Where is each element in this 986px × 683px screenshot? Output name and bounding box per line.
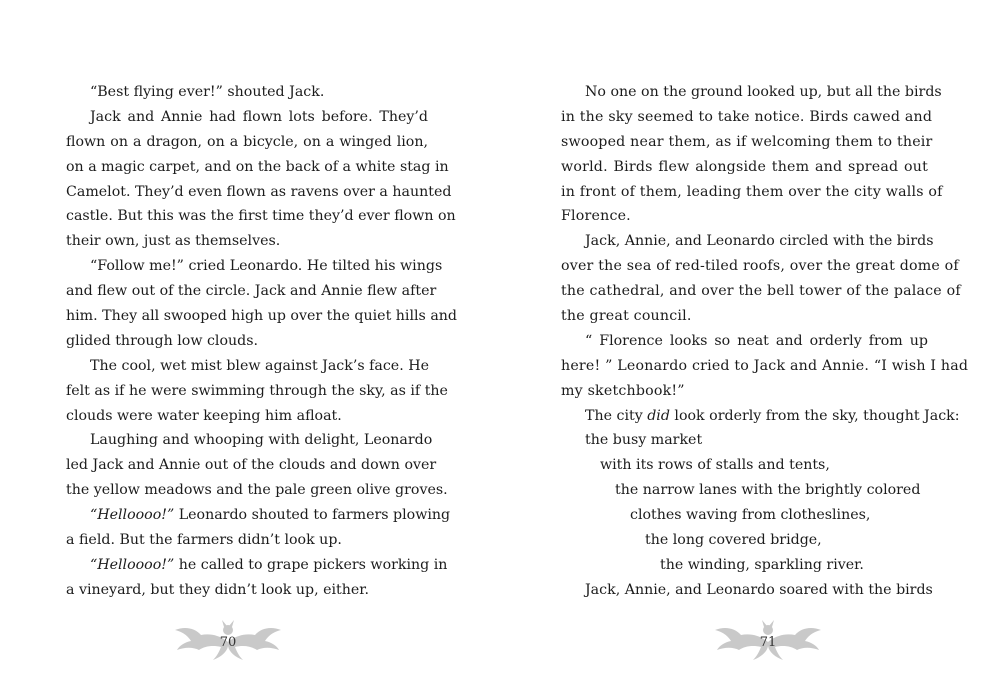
text-line: flown on a dragon, on a bicycle, on a winged lion, bbox=[66, 133, 428, 150]
text-line: the cathedral, and over the bell tower of the palace of bbox=[561, 283, 961, 300]
verse-line: the winding, sparkling river. bbox=[660, 556, 864, 573]
italic-word: “Helloooo!” bbox=[90, 507, 175, 524]
text-line: him. They all swooped high up over the quiet hills and bbox=[66, 308, 457, 325]
text-line: world. Birds flew alongside them and spread out bbox=[561, 158, 928, 175]
left-page bbox=[66, 80, 457, 603]
text-line: Florence. bbox=[561, 208, 631, 225]
text-line: glided through low clouds. bbox=[66, 332, 259, 349]
text-line: their own, just as themselves. bbox=[66, 233, 281, 250]
text-line: swooped near them, as if welcoming them to their bbox=[561, 133, 933, 150]
text-line: The cool, wet mist blew against Jack’s face. He bbox=[90, 357, 429, 374]
page-number-right bbox=[713, 616, 823, 664]
text-line: a field. But the farmers didn’t look up. bbox=[66, 532, 342, 549]
italic-word: did bbox=[647, 407, 670, 424]
verse-line: the busy market bbox=[585, 432, 703, 449]
text-line: the great council. bbox=[561, 308, 692, 325]
text-line: Camelot. They’d even flown as ravens over a haunted bbox=[66, 183, 452, 200]
text-line: Jack and Annie had flown lots before. They’d bbox=[90, 108, 428, 125]
text-line: The city did look orderly from the sky, thought Jack: bbox=[585, 407, 960, 424]
page-number-left bbox=[173, 616, 283, 664]
text-line: “Helloooo!” he called to grape pickers working in bbox=[90, 556, 448, 573]
text-line: felt as if he were swimming through the sky, as if the bbox=[66, 382, 448, 399]
text-line: Jack, Annie, and Leonardo soared with the birds bbox=[585, 581, 933, 598]
text-line: Laughing and whooping with delight, Leonardo bbox=[90, 432, 433, 449]
text-line: over the sea of red-tiled roofs, over the great dome of bbox=[561, 258, 959, 275]
page-number: 71 bbox=[759, 635, 777, 650]
text-line: clouds were water keeping him afloat. bbox=[66, 407, 342, 424]
text-line: in front of them, leading them over the city walls of bbox=[561, 183, 943, 200]
text-line: “Follow me!” cried Leonardo. He tilted his wings bbox=[90, 258, 443, 275]
right-page bbox=[561, 80, 969, 603]
text-line: in the sky seemed to take notice. Birds cawed and bbox=[561, 108, 933, 125]
text-line: “Best flying ever!” shouted Jack. bbox=[90, 84, 325, 100]
text-line: Jack, Annie, and Leonardo circled with the birds bbox=[585, 233, 934, 250]
text-line: “Helloooo!” Leonardo shouted to farmers plowing bbox=[90, 507, 451, 524]
text-line: “ Florence looks so neat and orderly from up bbox=[585, 332, 928, 349]
italic-word: “Helloooo!” bbox=[90, 556, 175, 573]
verse-line: the long covered bridge, bbox=[645, 532, 822, 549]
page-number: 70 bbox=[219, 635, 237, 650]
text-line: here! ” Leonardo cried to Jack and Annie. “I wish I had bbox=[561, 357, 969, 374]
text-line: on a magic carpet, and on the back of a white stag in bbox=[66, 158, 449, 175]
verse-line: clothes waving from clotheslines, bbox=[630, 507, 871, 524]
verse-line: the narrow lanes with the brightly colored bbox=[615, 482, 921, 499]
text-line: the yellow meadows and the pale green olive groves. bbox=[66, 482, 448, 499]
text-line: a vineyard, but they didn’t look up, either. bbox=[66, 581, 370, 598]
text-line: and flew out of the circle. Jack and Annie flew after bbox=[66, 283, 437, 300]
text-line: my sketchbook!” bbox=[561, 382, 685, 399]
text-line: led Jack and Annie out of the clouds and down over bbox=[66, 457, 437, 474]
verse-line: with its rows of stalls and tents, bbox=[600, 457, 830, 474]
text-line: No one on the ground looked up, but all the birds bbox=[585, 84, 942, 100]
text-line: castle. But this was the first time they’d ever flown on bbox=[66, 208, 456, 225]
